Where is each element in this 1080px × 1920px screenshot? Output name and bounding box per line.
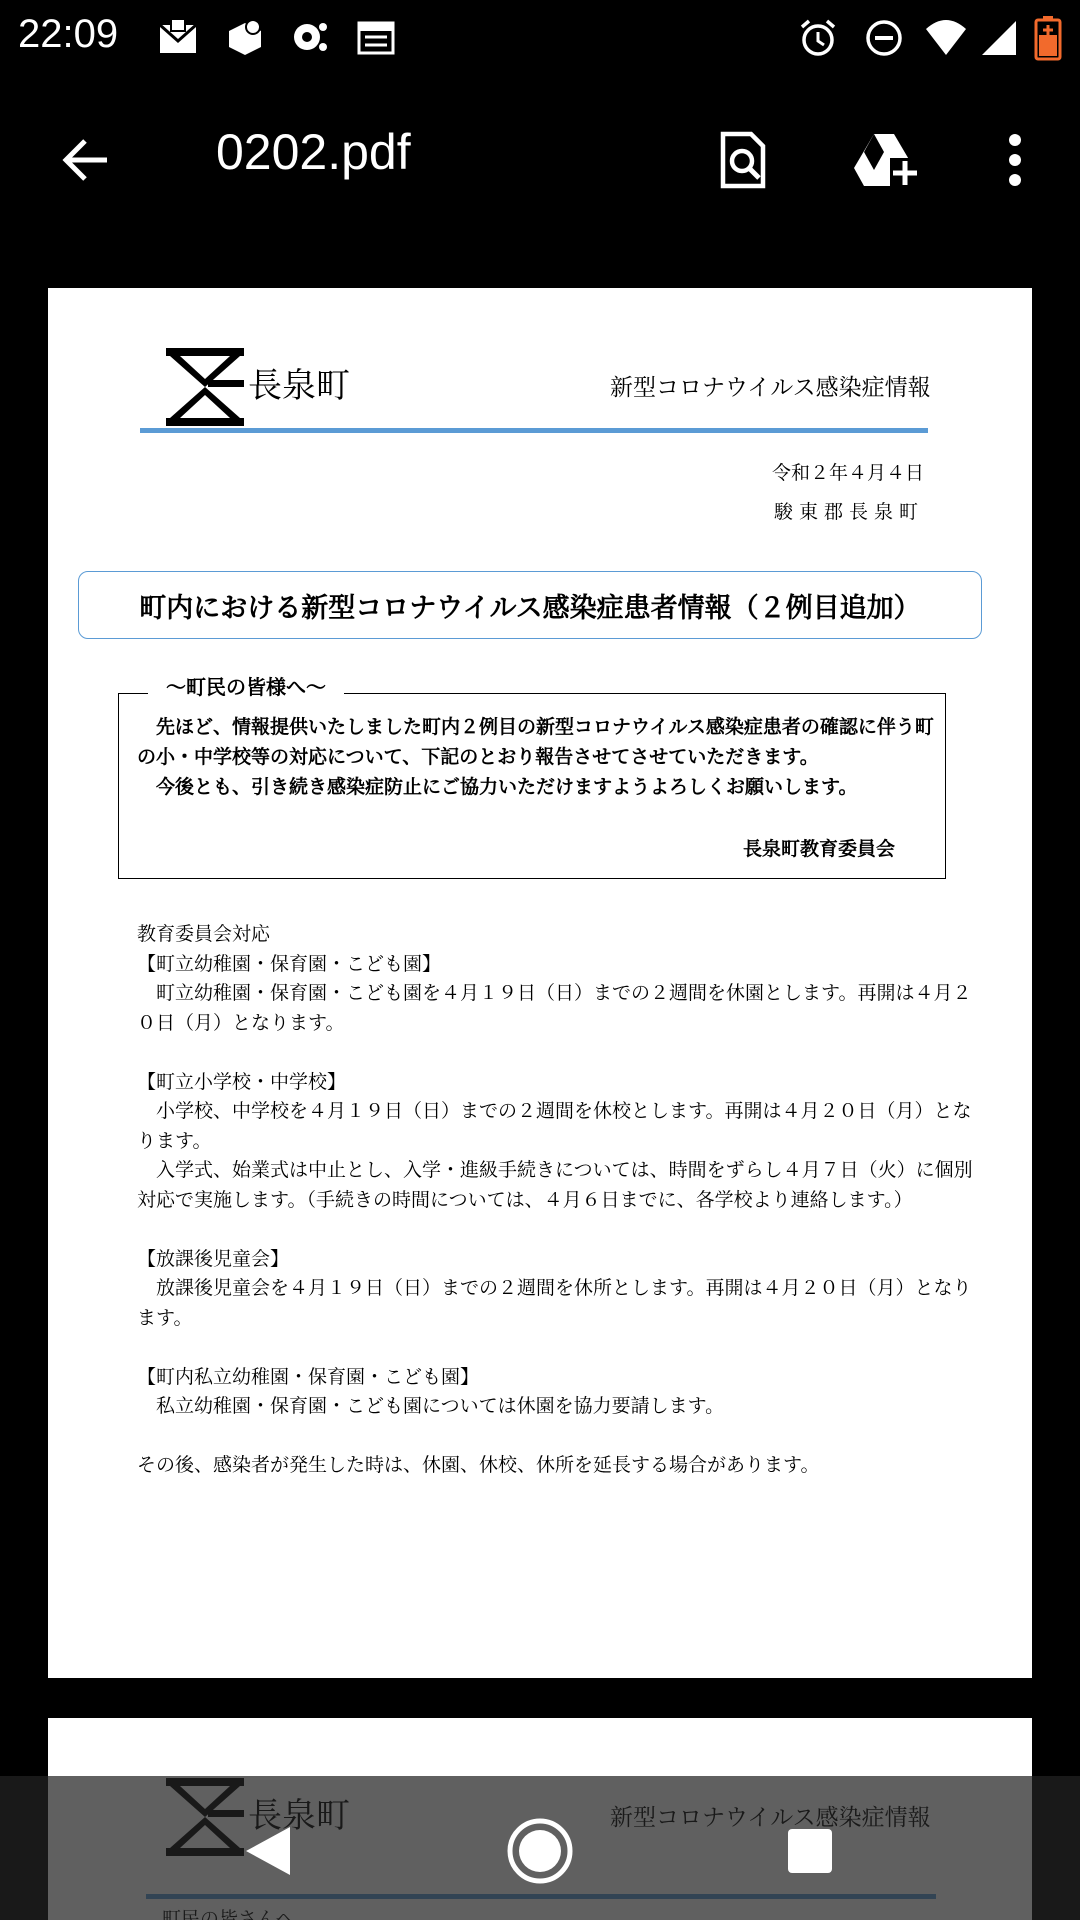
section-4-title: 【町内私立幼稚園・保育園・こども園】 xyxy=(137,1365,480,1388)
navigation-bar xyxy=(0,1776,1080,1920)
town-name: 長泉町 xyxy=(248,366,350,406)
issuing-office: 駿東郡長泉町 xyxy=(773,501,924,523)
mail-icon xyxy=(156,16,200,60)
notice-line-1: 先ほど、情報提供いたしました町内２例目の新型コロナウイルス感染症患者の確認に伴う町の小・中学校等の対応について、下記のとおり報告させてさせていただきます。 xyxy=(137,716,934,768)
section-3-text: 放課後児童会を４月１９日（日）までの２週間を休所とします。再開は４月２０日（月）となります。 xyxy=(137,1277,972,1329)
document-title: 0202.pdf xyxy=(216,124,411,180)
alarm-icon xyxy=(796,16,840,60)
more-vert-icon[interactable] xyxy=(970,115,1060,205)
status-time: 22:09 xyxy=(18,12,119,56)
section-4-text: 私立幼稚園・保育園・こども園については休園を協力要請します。 xyxy=(156,1395,725,1417)
notice-signature: 長泉町教育委員会 xyxy=(742,838,895,860)
home-nav-icon[interactable] xyxy=(495,1806,585,1896)
section-2-text-2: 入学式、始業式は中止とし、入学・進級手続きについては、時間をずらし４月７日（火）に個別対応で実施します。（手続きの時間については、４月６日までに、各学校より連絡します。） xyxy=(137,1159,973,1211)
back-nav-icon[interactable] xyxy=(222,1806,312,1896)
document-title-box xyxy=(78,571,982,639)
recents-nav-icon[interactable] xyxy=(765,1806,855,1896)
notice-legend: 〜町民の皆様へ〜 xyxy=(148,671,344,700)
notice-text xyxy=(137,712,937,802)
issue-date: 令和２年４月４日 xyxy=(771,462,924,484)
document-body xyxy=(137,920,977,1481)
header-rule xyxy=(140,428,928,433)
media-icon xyxy=(288,16,332,60)
search-document-icon[interactable] xyxy=(698,115,788,205)
status-bar xyxy=(0,0,1080,75)
battery-icon xyxy=(1030,16,1066,60)
closing-text: その後、感染者が発生した時は、休園、休校、休所を延長する場合があります。 xyxy=(137,1454,820,1476)
section-2-title: 【町立小学校・中学校】 xyxy=(137,1070,347,1093)
calendar-icon xyxy=(354,16,398,60)
add-to-drive-icon[interactable] xyxy=(842,115,932,205)
signal-icon xyxy=(978,16,1022,60)
back-icon[interactable] xyxy=(40,115,130,205)
section-1-text: 町立幼稚園・保育園・こども園を４月１９日（日）までの２週間を休園とします。再開は４月２０日（月）となります。 xyxy=(137,982,972,1034)
notice-line-2: 今後とも、引き続き感染症防止にご協力いただけますようよろしくお願いします。 xyxy=(156,776,858,798)
app-icon xyxy=(222,16,266,60)
section-1-title: 【町立幼稚園・保育園・こども園】 xyxy=(137,952,442,975)
town-logo xyxy=(164,346,246,432)
app-bar xyxy=(0,75,1080,240)
section-heading: 教育委員会対応 xyxy=(137,923,271,945)
notice-box xyxy=(118,693,946,879)
wifi-icon xyxy=(924,16,968,60)
header-subject: 新型コロナウイルス感染症情報 xyxy=(610,375,931,401)
document-heading: 町内における新型コロナウイルス感染症患者情報（２例目追加） xyxy=(139,592,921,624)
do-not-disturb-icon xyxy=(862,16,906,60)
document-page-1[interactable] xyxy=(48,288,1032,1678)
section-3-title: 【放課後児童会】 xyxy=(137,1247,290,1270)
section-2-text-1: 小学校、中学校を４月１９日（日）までの２週間を休校とします。再開は４月２０日（月）となります。 xyxy=(137,1100,972,1152)
